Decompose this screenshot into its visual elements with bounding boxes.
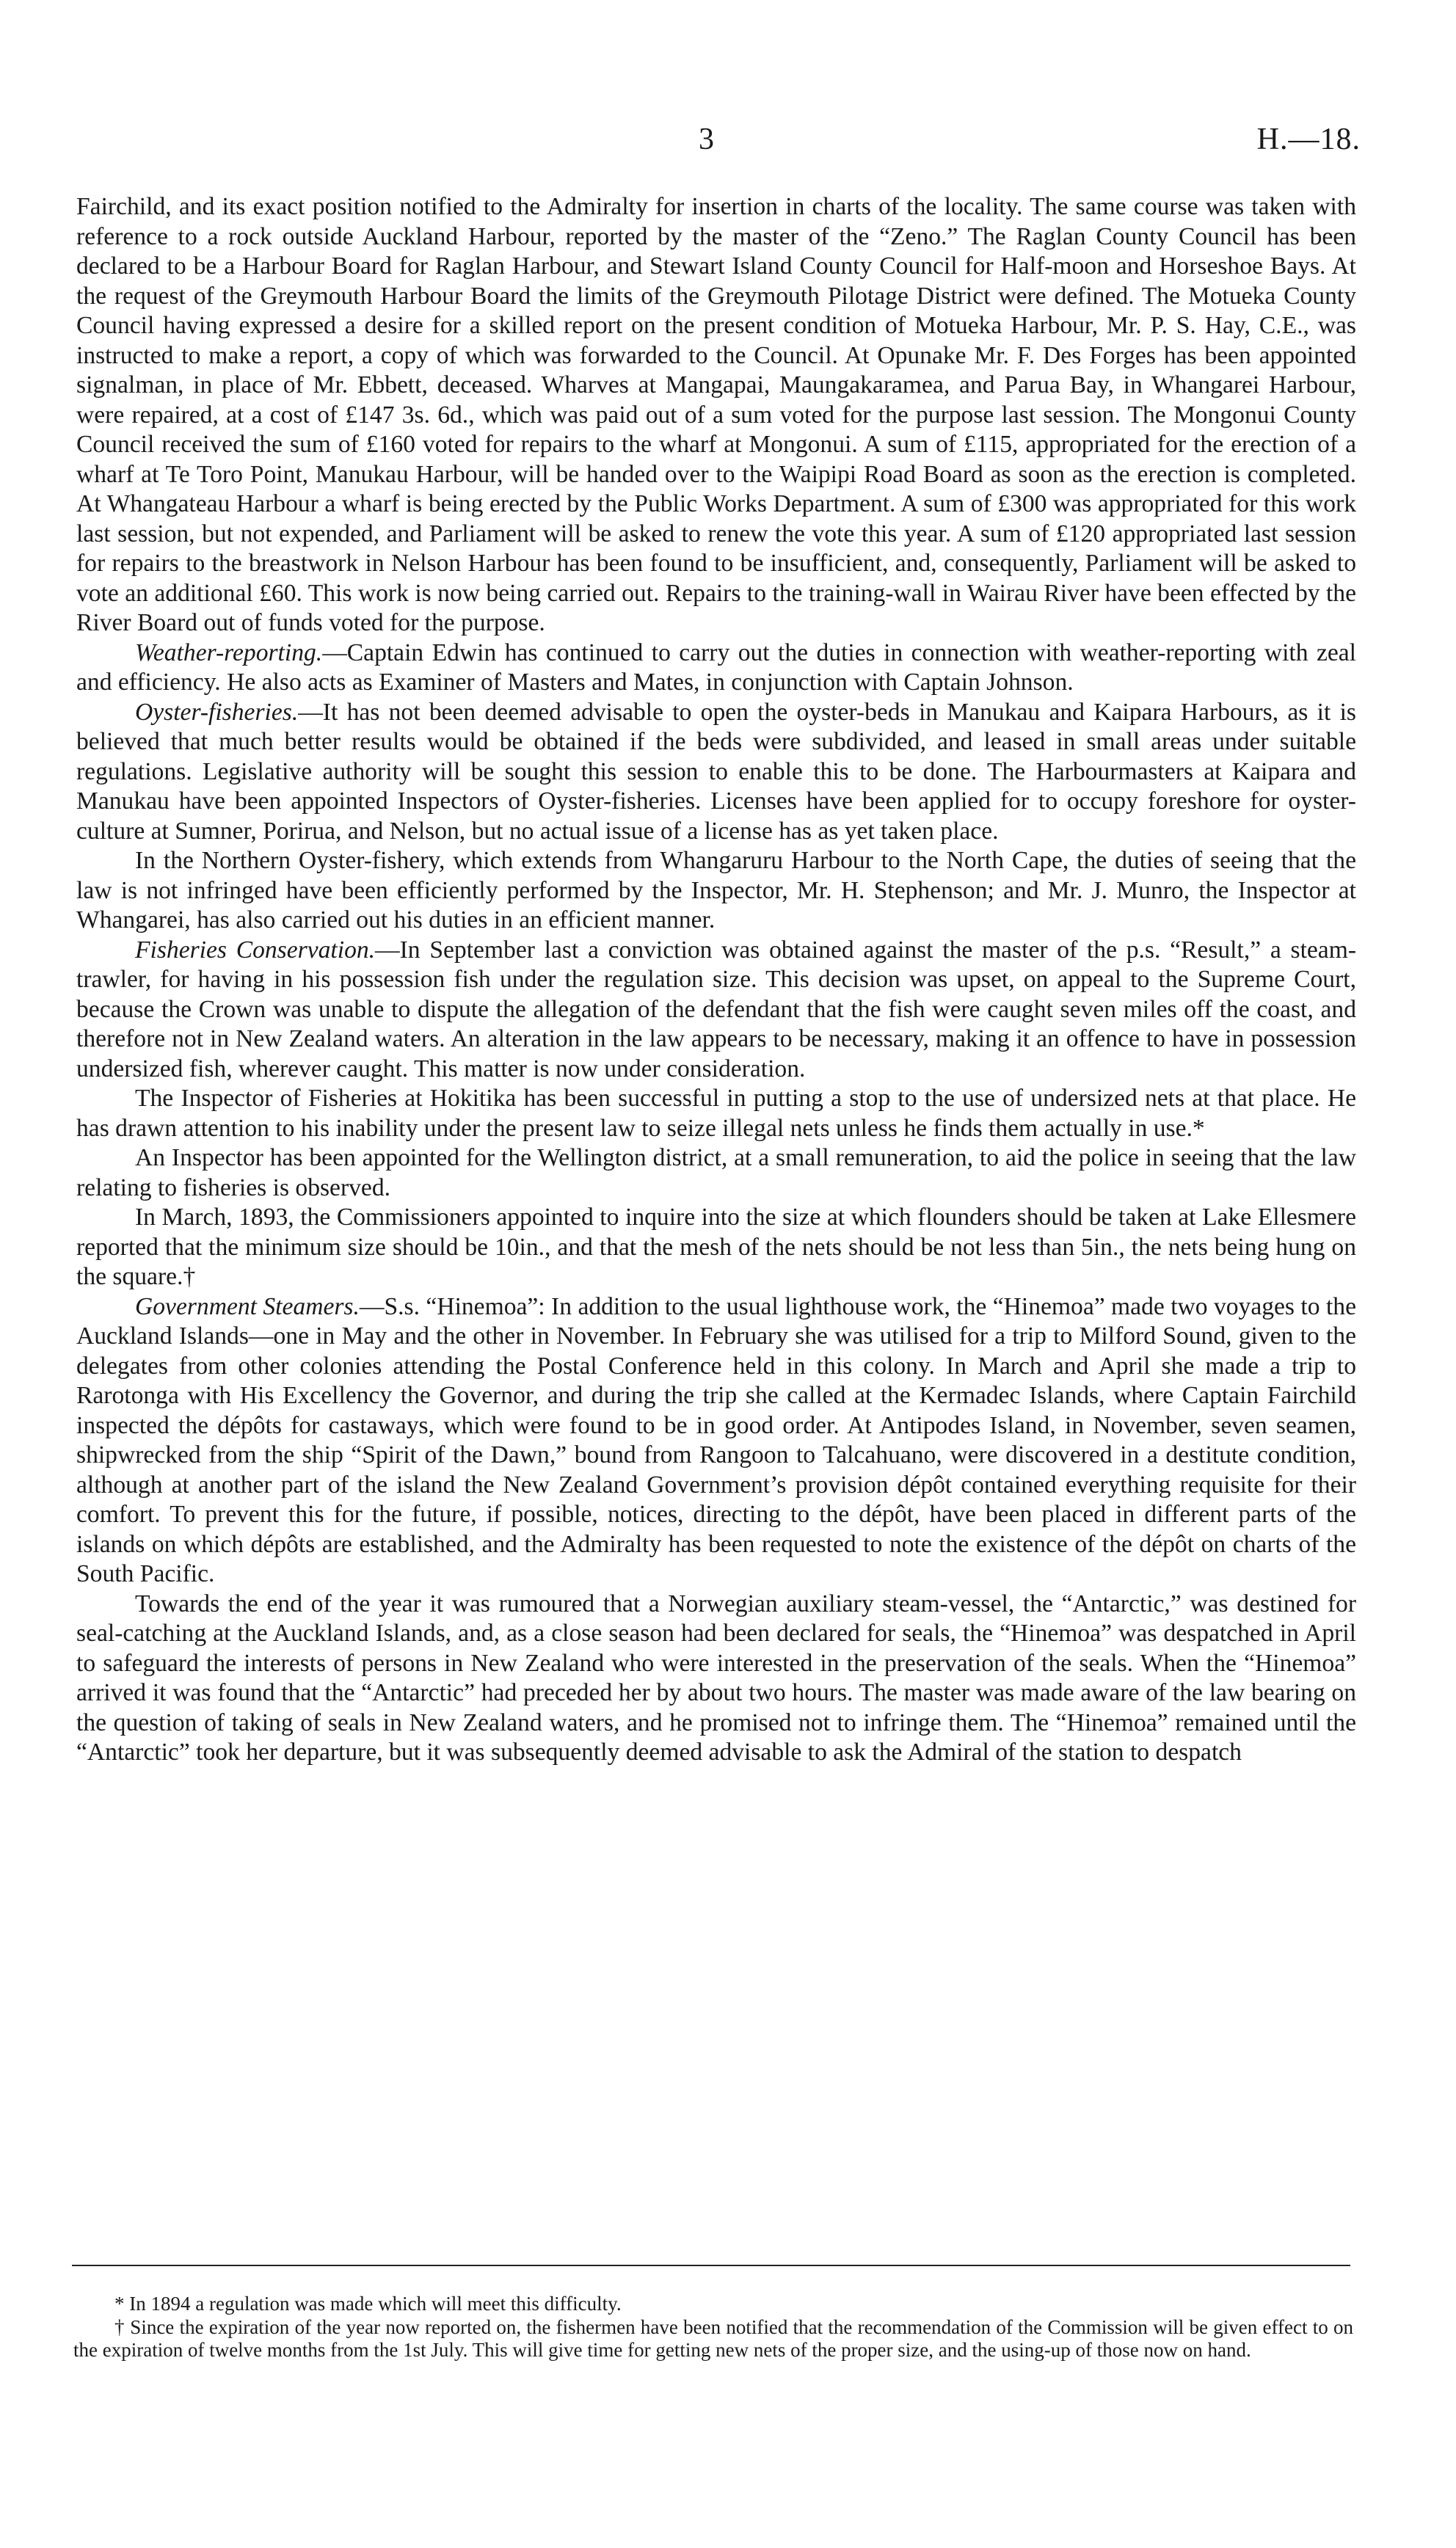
section-heading-weather-reporting: Weather-reporting.	[135, 638, 323, 666]
paragraph-oyster-fisheries	[76, 698, 1356, 847]
paragraph-government-steamers	[76, 1292, 1356, 1590]
body-text	[76, 192, 1356, 1768]
section-heading-fisheries-conservation: Fisheries Conservation.	[135, 936, 376, 964]
paragraph-harbours	[76, 192, 1356, 638]
page-header	[0, 117, 1456, 161]
paragraph-northern-oyster-fishery	[76, 846, 1356, 936]
paragraph-wellington	[76, 1143, 1356, 1203]
section-heading-oyster-fisheries: Oyster-fisheries.	[135, 698, 299, 726]
footnote-asterisk: * In 1894 a regulation was made which will meet this difficulty.	[114, 2293, 622, 2315]
paragraph-text: An Inspector has been appointed for the Wellington district, at a small remuneration, to aid the police in seeing that the law relating to fisheries is observed.	[76, 1144, 1356, 1201]
footnote-dagger: † Since the expiration of the year now reported on, the fishermen have been notified that the recommendation of the Commission will be given effect to on the expiration of twelve months from the 1st July. This will give time for getting new nets of the proper size, and the using-up of those now on hand.	[73, 2315, 1353, 2361]
paragraph-text: In the Northern Oyster-fishery, which extends from Whangaruru Harbour to the North Cape, the duties of seeing that the law is not infringed have been efficiently performed by the Inspector, Mr. H. Stephenson; and Mr. J. Munro, the Inspector at Whangarei, has also carried out his duties in an efficient manner.	[76, 847, 1356, 933]
paragraph-text: —In September last a conviction was obtained against the master of the p.s. “Result,” a steam-trawler, for having in his possession fish under the regulation size. This decision was upset, on appeal to the Supreme Court, because the Crown was unable to dispute the allegation of the defendant that the fish were caught seven miles off the coast, and therefore not in New Zealand waters. An alteration in the law appears to be necessary, making it an offence to have in possession undersized fish, wherever caught. This matter is now under consideration.	[76, 936, 1357, 1082]
paragraph-hokitika	[76, 1084, 1356, 1143]
paragraph-text: —Captain Edwin has continued to carry out the duties in connection with weather-reporting with zeal and efficiency. He also acts as Examiner of Masters and Mates, in conjunction with Captain Johnson.	[76, 638, 1356, 696]
paragraph-text: —It has not been deemed advisable to open the oyster-beds in Manukau and Kaipara Harbours, as it is believed that much better results would be obtained if the beds were subdivided, and leased in small areas under suitable regulations. Legislative authority will be sought this session to enable this to be done. The Harbourmasters at Kaipara and Manukau have been appointed Inspectors of Oyster-fisheries. Licenses have been applied for to occupy foreshore for oyster-culture at Sumner, Porirua, and Nelson, but no actual issue of a license has as yet taken place.	[76, 698, 1356, 845]
paragraph-text: In March, 1893, the Commissioners appointed to inquire into the size at which flounders should be taken at Lake Ellesmere reported that the minimum size should be 10in., and that the mesh of the nets should be not less than 5in., the nets being hung on the square.†	[76, 1204, 1356, 1290]
paragraph-fisheries-conservation	[76, 936, 1356, 1085]
section-heading-government-steamers: Government Steamers.	[135, 1292, 360, 1320]
page-number: 3	[699, 123, 714, 156]
paper-code: H.—18.	[1256, 123, 1361, 156]
paragraph-text: —S.s. “Hinemoa”: In addition to the usual lighthouse work, the “Hinemoa” made two voyages to the Auckland Islands—one in May and the other in November. In February she was utilised for a trip to Milford Sound, given to the delegates from other colonies attending the Postal Conference held in this colony. In March and April she made a trip to Rarotonga with His Excellency the Governor, and during the trip she called at the Kermadec Islands, where Captain Fairchild inspected the dépôts for castaways, which were found to be in good order. At Antipodes Island, in November, seven seamen, shipwrecked from the ship “Spirit of the Dawn,” bound from Rangoon to Talcahuano, were discovered in a destitute condition, although at another part of the island the New Zealand Government’s provision dépôt contained everything requisite for their comfort. To prevent this for the future, if possible, notices, directing to the dépôt, have been placed in different parts of the islands on which dépôts are established, and the Admiralty has been requested to note the existence of the dépôt on charts of the South Pacific.	[76, 1292, 1356, 1587]
paragraph-text: Towards the end of the year it was rumoured that a Norwegian auxiliary steam-vessel, the “Antarctic,” was destined for seal-catching at the Auckland Islands, and, as a close season had been declared for seals, the “Hinemoa” was despatched in April to safeguard the interests of persons in New Zealand who were interested in the preservation of the seals. When the “Hinemoa” arrived it was found that the “Antarctic” had preceded her by about two hours. The master was made aware of the law bearing on the question of taking of seals in New Zealand waters, and he promised not to infringe them. The “Hinemoa” remained until the “Antarctic” took her departure, but it was subsequently deemed advisable to ask the Admiral of the station to despatch	[76, 1590, 1356, 1766]
paragraph-antarctic	[76, 1590, 1356, 1768]
paragraph-lake-ellesmere	[76, 1203, 1356, 1292]
footnotes	[73, 2293, 1353, 2362]
paragraph-text: Fairchild, and its exact position notified to the Admiralty for insertion in charts of the locality. The same course was taken with reference to a rock outside Auckland Harbour, reported by the master of the “Zeno.” The Raglan County Council has been declared to be a Harbour Board for Raglan Harbour, and Stewart Island County Council for Half-moon and Horseshoe Bays. At the request of the Greymouth Harbour Board the limits of the Greymouth Pilotage District were defined. The Motueka County Council having expressed a desire for a skilled report on the present condition of Motueka Harbour, Mr. P. S. Hay, C.E., was instructed to make a report, a copy of which was forwarded to the Council. At Opunake Mr. F. Des Forges has been appointed signalman, in place of Mr. Ebbett, deceased. Wharves at Mangapai, Maungakaramea, and Parua Bay, in Whangarei Harbour, were repaired, at a cost of £147 3s. 6d., which was paid out of a sum voted for the purpose last session. The Mongonui County Council received the sum of £160 voted for repairs to the wharf at Mongonui. A sum of £115, appropriated for the erection of a wharf at Te Toro Point, Manukau Harbour, will be handed over to the Waipipi Road Board as soon as the erection is completed. At Whangateau Harbour a wharf is being erected by the Public Works Department. A sum of £300 was appropriated for this work last session, but not expended, and Parliament will be asked to renew the vote this year. A sum of £120 appropriated last session for repairs to the breastwork in Nelson Harbour has been found to be insufficient, and, consequently, Parliament will be asked to vote an additional £60. This work is now being carried out. Repairs to the training-wall in Wairau River have been effected by the River Board out of funds voted for the purpose.	[76, 193, 1356, 636]
paragraph-weather-reporting	[76, 638, 1356, 698]
footnote-divider	[72, 2265, 1350, 2266]
paragraph-text: The Inspector of Fisheries at Hokitika has been successful in putting a stop to the use of undersized nets at that place. He has drawn attention to his inability under the present law to seize illegal nets unless he finds them actually in use.*	[76, 1085, 1356, 1142]
